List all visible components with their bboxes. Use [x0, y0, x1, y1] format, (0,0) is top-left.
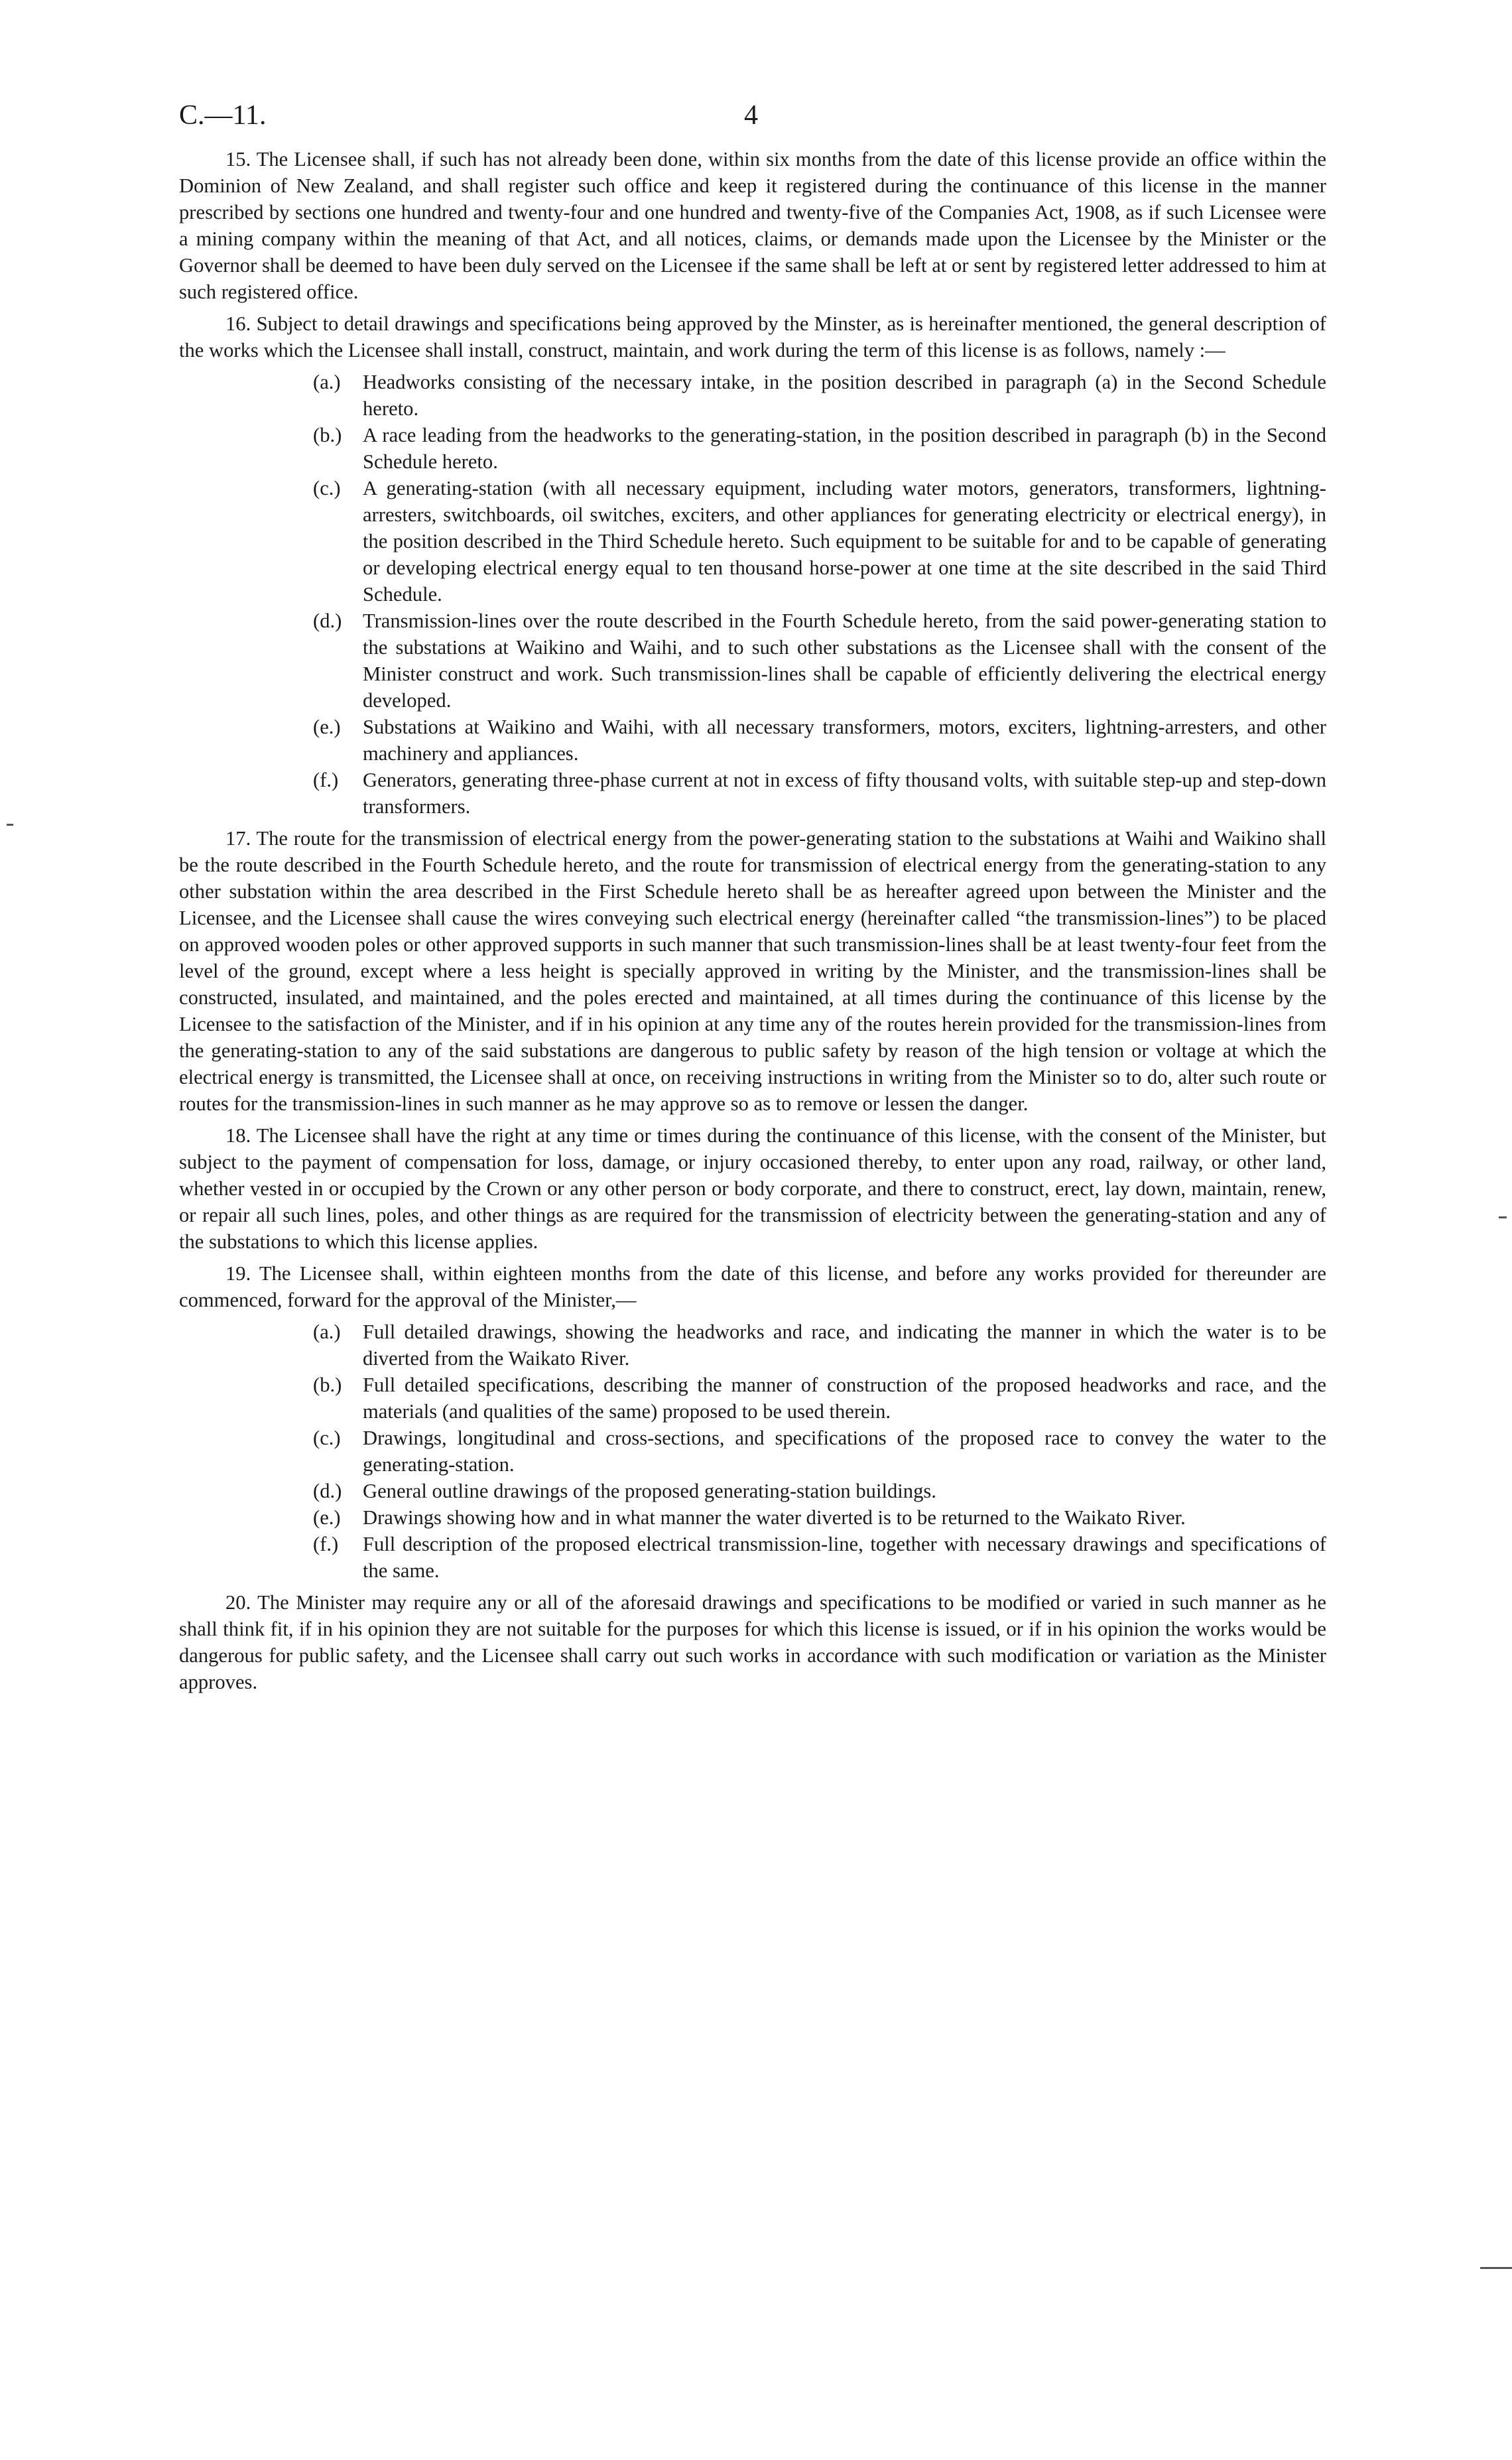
section-17: 17. The route for the transmission of electrical energy from the power-generating station to the substations at Waihi and Waikino shall be the route described in the Fourth Schedule hereto, and the route for transmission of electrical energy from the generating-station to any other substation within the area described in the First Schedule hereto shall be as hereafter agreed upon between the Minister and the Licensee, and the Licensee shall cause the wires conveying such electrical energy (hereinafter called “the transmission-lines”) to be placed on approved wooden poles or other approved supports in such manner that such transmission-lines shall be at least twenty-four feet from the level of the ground, except where a less height is specially approved in writing by the Minister, and the transmission-lines shall be constructed, insulated, and maintained, and the poles erected and maintained, at all times during the continuance of this license by the Licensee to the satisfaction of the Minister, and if in his opinion at any time any of the routes herein provided for the transmission-lines from the generating-station to any of the said substations are dangerous to public safety by reason of the high tension or voltage at which the electrical energy is transmitted, the Licensee shall at once, on receiving instructions in writing from the Minister so to do, alter such route or routes for the transmission-lines in such manner as he may approve so as to remove or lessen the danger.: [179, 827, 1326, 1115]
item-text: A race leading from the headworks to the generating-station, in the position described in paragraph (b) in the Second Schedule hereto.: [363, 424, 1326, 473]
item-text: Substations at Waikino and Waihi, with all necessary transformers, motors, exciters, lightning-arresters, and other machinery and appliances.: [363, 716, 1326, 765]
item-text: Full description of the proposed electrical transmission-line, together with necessary drawings and specifications of the same.: [363, 1533, 1326, 1582]
item-label: (f.): [313, 1533, 339, 1555]
item-label: (b.): [313, 1374, 342, 1396]
section-19-item-d: [179, 1478, 1326, 1504]
item-label: (e.): [313, 1506, 341, 1529]
section-19-item-c: [179, 1425, 1326, 1478]
section-20: 20. The Minister may require any or all of the aforesaid drawings and specifications to be modified or varied in such manner as he shall think fit, if in his opinion they are not suitable for the purposes for which this license is issued, or if in his opinion the works would be dangerous for public safety, and the Licensee shall carry out such works in accordance with such modification or variation as the Minister approves.: [179, 1591, 1326, 1693]
scan-mark-bottom-right: [1480, 2267, 1512, 2269]
item-text: General outline drawings of the proposed generating-station buildings.: [363, 1480, 936, 1502]
document-page: [179, 99, 1326, 1701]
document-reference: C.—11.: [179, 100, 267, 131]
item-label: (b.): [313, 424, 342, 446]
section-15: 15. The Licensee shall, if such has not already been done, within six months from the date of this license provide an office within the Dominion of New Zealand, and shall register such office and keep it registered during the continuance of this license in the manner prescribed by sections one hundred and twenty-four and one hundred and twenty-five of the Companies Act, 1908, as if such Licensee were a mining company within the meaning of that Act, and all notices, claims, or demands made upon the Licensee by the Minister or the Governor shall be deemed to have been duly served on the Licensee if the same shall be left at or sent by registered letter addressed to him at such registered office.: [179, 148, 1326, 303]
section-19-item-b: [179, 1372, 1326, 1425]
section-16-item-e: [179, 714, 1326, 767]
section-19-item-f: [179, 1531, 1326, 1584]
section-16-item-f: [179, 767, 1326, 820]
section-16-item-a: [179, 369, 1326, 422]
item-text: Full detailed drawings, showing the headworks and race, and indicating the manner in which the water is to be diverted from the Waikato River.: [363, 1321, 1326, 1370]
section-16-item-d: [179, 608, 1326, 714]
item-label: (a.): [313, 371, 341, 393]
item-label: (f.): [313, 769, 339, 791]
section-19-item-a: [179, 1319, 1326, 1372]
item-label: (e.): [313, 716, 341, 738]
section-18: 18. The Licensee shall have the right at any time or times during the continuance of this license, with the consent of the Minister, but subject to the payment of compensation for loss, damage, or injury occasioned thereby, to enter upon any road, railway, or other land, whether vested in or occupied by the Crown or any other person or body corporate, and there to construct, erect, lay down, maintain, renew, or repair all such lines, poles, and other things as are required for the transmission of electricity between the generating-station and any of the substations to which this license applies.: [179, 1124, 1326, 1253]
section-16-list: [179, 369, 1326, 820]
item-text: Drawings, longitudinal and cross-sections, and specifications of the proposed race to convey the water to the generating-station.: [363, 1427, 1326, 1476]
item-text: Headworks consisting of the necessary intake, in the position described in paragraph (a) in the Second Schedule hereto.: [363, 371, 1326, 420]
item-text: Full detailed specifications, describing the manner of construction of the proposed headworks and race, and the materials (and qualities of the same) proposed to be used therein.: [363, 1374, 1326, 1423]
scan-mark-left: [7, 824, 13, 826]
section-19-item-e: [179, 1504, 1326, 1531]
item-text: Generators, generating three-phase current at not in excess of fifty thousand volts, with suitable step-up and step-down transformers.: [363, 769, 1326, 818]
item-text: A generating-station (with all necessary equipment, including water motors, generators, transformers, lightning-arresters, switchboards, oil switches, exciters, and other appliances for generating electricity or electrical energy), in the position described in the Third Schedule hereto. Such equipment to be suitable for and to be capable of generating or developing electrical energy equal to ten thousand horse-power at one time at the site described in the said Third Schedule.: [363, 477, 1326, 606]
item-label: (a.): [313, 1321, 341, 1343]
section-19-list: [179, 1319, 1326, 1584]
item-text: Drawings showing how and in what manner the water diverted is to be returned to the Waikato River.: [363, 1506, 1186, 1529]
page-number: 4: [744, 100, 758, 131]
item-label: (c.): [313, 1427, 341, 1449]
item-text: Transmission-lines over the route described in the Fourth Schedule hereto, from the said power-generating station to the substations at Waikino and Waihi, and to such other substations as the Licensee shall with the consent of the Minister construct and work. Such transmission-lines shall be capable of efficiently delivering the electrical energy developed.: [363, 610, 1326, 712]
item-label: (d.): [313, 610, 342, 632]
section-16: 16. Subject to detail drawings and specifications being approved by the Minster, as is hereinafter mentioned, the general description of the works which the Licensee shall install, construct, maintain, and work during the term of this license is as follows, namely :—: [179, 312, 1326, 361]
section-16-item-b: [179, 422, 1326, 475]
page-header: [179, 99, 1326, 146]
scan-mark-right: [1499, 1216, 1507, 1218]
item-label: (c.): [313, 477, 341, 499]
section-19: 19. The Licensee shall, within eighteen months from the date of this license, and before any works provided for thereunder are commenced, forward for the approval of the Minister,—: [179, 1262, 1326, 1311]
item-label: (d.): [313, 1480, 342, 1502]
section-16-item-c: [179, 475, 1326, 608]
